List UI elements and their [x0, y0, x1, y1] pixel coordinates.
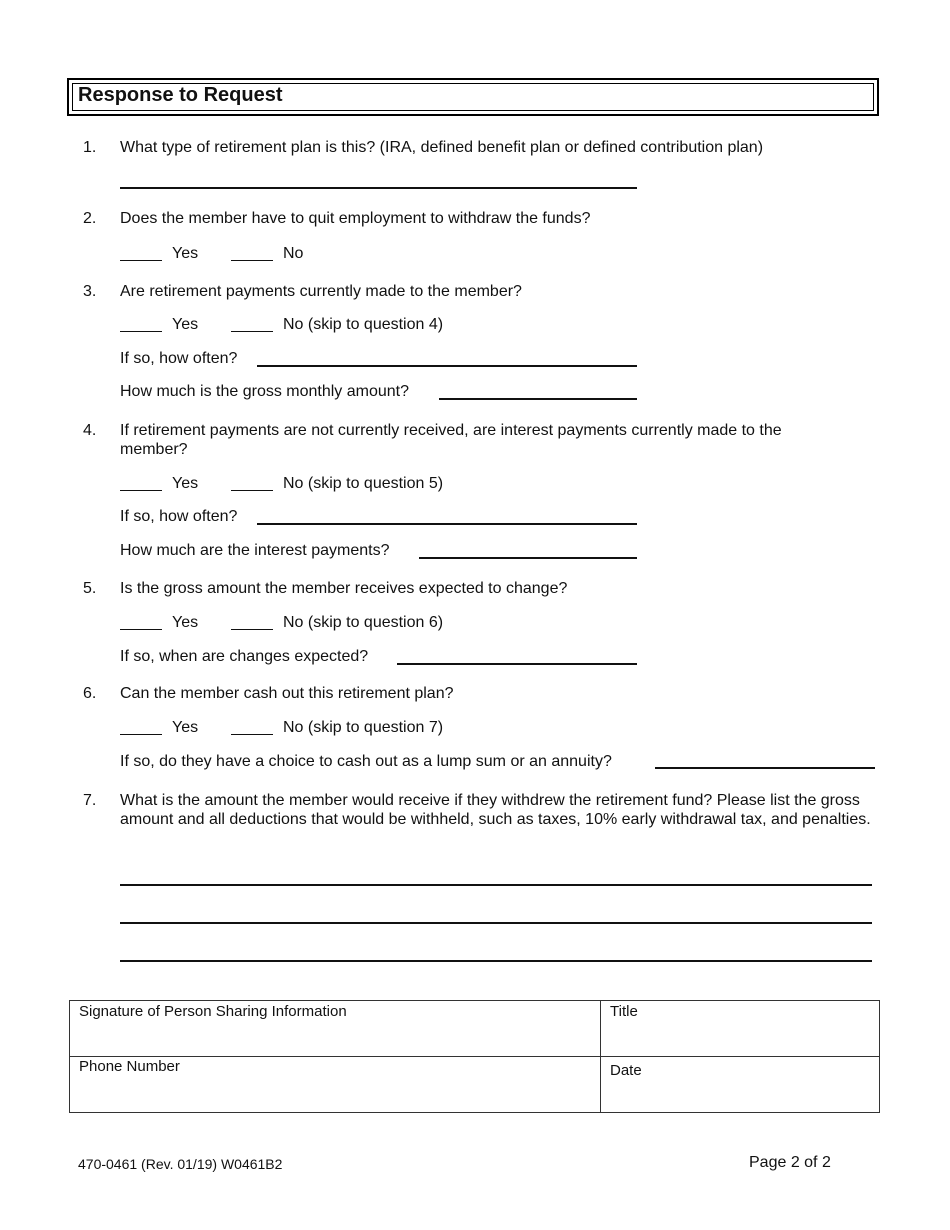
q2-text: Does the member have to quit employment to withdraw the funds?: [120, 210, 591, 227]
date-field[interactable]: Date: [610, 1062, 642, 1079]
q3-amount-label: How much is the gross monthly amount?: [120, 383, 410, 400]
q1-answer-line[interactable]: [120, 187, 637, 189]
q7-answer-line[interactable]: [120, 884, 872, 886]
q3-yes-blank[interactable]: [120, 331, 162, 332]
q6-number: 6.: [83, 685, 97, 702]
q5-number: 5.: [83, 580, 97, 597]
q3-often-label: If so, how often?: [120, 350, 238, 367]
q5-when-label: If so, when are changes expected?: [120, 648, 369, 665]
q5-text: Is the gross amount the member receives expected to change?: [120, 580, 568, 597]
q4-often-line[interactable]: [257, 523, 637, 525]
q1-number: 1.: [83, 139, 97, 156]
q4-often-label: If so, how often?: [120, 508, 238, 525]
q3-yes-label: Yes: [172, 316, 199, 333]
phone-field[interactable]: Phone Number: [79, 1058, 180, 1075]
q2-no-label: No: [283, 245, 304, 262]
q6-no-blank[interactable]: [231, 734, 273, 735]
q4-amount-label: How much are the interest payments?: [120, 542, 390, 559]
q6-choice-label: If so, do they have a choice to cash out as a lump sum or an annuity?: [120, 753, 612, 770]
signature-table-divider: [70, 1056, 879, 1057]
q3-text: Are retirement payments currently made to the member?: [120, 283, 522, 300]
q4-yes-label: Yes: [172, 475, 199, 492]
q5-when-line[interactable]: [397, 663, 637, 665]
q4-amount-line[interactable]: [419, 557, 637, 559]
q5-no-blank[interactable]: [231, 629, 273, 630]
q5-yes-label: Yes: [172, 614, 199, 631]
title-field[interactable]: Title: [610, 1003, 638, 1020]
form-id: 470-0461 (Rev. 01/19) W0461B2: [78, 1156, 283, 1172]
q2-yes-label: Yes: [172, 245, 199, 262]
q7-number: 7.: [83, 792, 97, 809]
section-header: [67, 78, 879, 116]
q6-choice-line[interactable]: [655, 767, 875, 769]
q3-number: 3.: [83, 283, 97, 300]
q2-yes-blank[interactable]: [120, 260, 162, 261]
q6-yes-blank[interactable]: [120, 734, 162, 735]
q1-text: What type of retirement plan is this? (IRA, defined benefit plan or defined contribution plan): [120, 139, 764, 156]
q4-no-label: No (skip to question 5): [283, 475, 444, 492]
q6-text: Can the member cash out this retirement plan?: [120, 685, 454, 702]
q3-no-blank[interactable]: [231, 331, 273, 332]
page-title: Response to Request: [78, 84, 283, 106]
signature-field[interactable]: Signature of Person Sharing Information: [79, 1003, 347, 1020]
q4-text: If retirement payments are not currently received, are interest payments currently made to the member?: [120, 422, 782, 458]
q7-text: What is the amount the member would receive if they withdrew the retirement fund? Please list the gross amount and all deductions that would be withheld, such as taxes, 10% early withdrawal tax, and penalties.: [120, 792, 871, 828]
page-number: Page 2 of 2: [749, 1154, 831, 1171]
q7-answer-line[interactable]: [120, 960, 872, 962]
q2-no-blank[interactable]: [231, 260, 273, 261]
q4-yes-blank[interactable]: [120, 490, 162, 491]
q6-yes-label: Yes: [172, 719, 199, 736]
q6-no-label: No (skip to question 7): [283, 719, 444, 736]
q4-no-blank[interactable]: [231, 490, 273, 491]
q5-no-label: No (skip to question 6): [283, 614, 444, 631]
signature-table: [69, 1000, 880, 1113]
q7-answer-line[interactable]: [120, 922, 872, 924]
q3-amount-line[interactable]: [439, 398, 637, 400]
q3-often-line[interactable]: [257, 365, 637, 367]
q3-no-label: No (skip to question 4): [283, 316, 444, 333]
q5-yes-blank[interactable]: [120, 629, 162, 630]
q4-number: 4.: [83, 422, 97, 439]
q2-number: 2.: [83, 210, 97, 227]
